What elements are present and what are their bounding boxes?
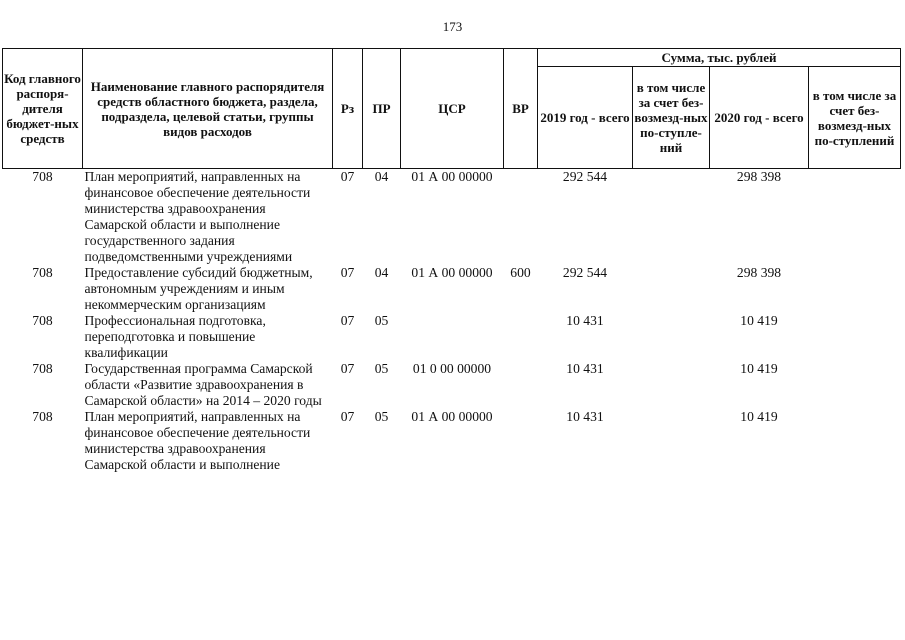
cell-2019-free — [633, 313, 710, 361]
header-sum-group: Сумма, тыс. рублей — [538, 49, 901, 67]
table-row — [3, 361, 901, 409]
cell-2020-free — [809, 169, 901, 266]
cell-vr — [504, 409, 538, 473]
cell-rz: 07 — [340, 313, 355, 328]
cell-pr: 05 — [374, 361, 389, 376]
cell-vr — [504, 313, 538, 361]
cell-rz: 07 — [340, 361, 355, 376]
cell-2019-free — [633, 361, 710, 409]
table-body — [3, 169, 901, 474]
header-2019-free: в том числе за счет без-возмезд-ных по-ступле-ний — [633, 67, 710, 169]
cell-pr: 05 — [374, 313, 389, 328]
cell-2020-total: 298 398 — [736, 169, 782, 184]
cell-name: Предоставление субсидий бюджетным, автономным учреждениям и иным некоммерческим организациям — [84, 265, 313, 312]
cell-rz: 07 — [340, 169, 355, 184]
cell-pr: 04 — [374, 169, 389, 184]
header-2019-total: 2019 год - всего — [538, 67, 633, 169]
page-number: 173 — [442, 19, 463, 34]
cell-2019-total: 10 431 — [566, 409, 604, 424]
cell-2020-free — [809, 313, 901, 361]
cell-name: План мероприятий, направленных на финансовое обеспечение деятельности министерства здравоохранения Самарской области и выполнение — [84, 409, 311, 472]
cell-vr — [504, 361, 538, 409]
header-code: Код главного распоря-дителя бюджет-ных средств — [3, 49, 83, 169]
cell-pr: 05 — [374, 409, 389, 424]
header-vr: ВР — [504, 49, 538, 169]
cell-code: 708 — [32, 409, 53, 424]
cell-2019-free — [633, 169, 710, 266]
header-rz: Рз — [333, 49, 363, 169]
cell-name: Государственная программа Самарской области «Развитие здравоохранения в Самарской области» на 2014 – 2020 годы — [84, 361, 322, 408]
table-row — [3, 409, 901, 473]
cell-code: 708 — [32, 361, 53, 376]
cell-vr — [504, 169, 538, 266]
cell-2020-total: 298 398 — [736, 265, 782, 280]
cell-2019-free — [633, 409, 710, 473]
cell-vr: 600 — [510, 265, 531, 280]
cell-2020-total: 10 419 — [740, 409, 778, 424]
header-csr: ЦСР — [401, 49, 504, 169]
cell-name: Профессиональная подготовка, переподготовка и повышение квалификации — [84, 313, 266, 360]
cell-csr: 01 А 00 00000 — [411, 265, 493, 280]
cell-2019-total: 10 431 — [566, 361, 604, 376]
cell-csr — [401, 313, 504, 361]
cell-2019-total: 10 431 — [566, 313, 604, 328]
header-2020-free: в том числе за счет без-возмезд-ных по-ступлений — [809, 67, 901, 169]
cell-2020-free — [809, 409, 901, 473]
table-row — [3, 313, 901, 361]
cell-name: План мероприятий, направленных на финансовое обеспечение деятельности министерства здравоохранения Самарской области и выполнение государственного задания подведомственными учреждениями — [84, 169, 311, 264]
table-header — [3, 49, 901, 169]
cell-2020-total: 10 419 — [740, 313, 778, 328]
cell-code: 708 — [32, 313, 53, 328]
table-row — [3, 265, 901, 313]
cell-pr: 04 — [374, 265, 389, 280]
budget-table — [2, 48, 901, 473]
cell-2019-total: 292 544 — [562, 265, 608, 280]
table-row — [3, 169, 901, 266]
cell-2020-total: 10 419 — [740, 361, 778, 376]
header-2020-total: 2020 год - всего — [710, 67, 809, 169]
cell-rz: 07 — [340, 409, 355, 424]
cell-2019-total: 292 544 — [562, 169, 608, 184]
cell-code: 708 — [32, 169, 53, 184]
header-name: Наименование главного распорядителя средств областного бюджета, раздела, подраздела, целевой статьи, группы видов расходов — [83, 49, 333, 169]
cell-rz: 07 — [340, 265, 355, 280]
cell-csr: 01 0 00 00000 — [412, 361, 492, 376]
cell-csr: 01 А 00 00000 — [411, 169, 493, 184]
cell-2020-free — [809, 361, 901, 409]
cell-csr: 01 А 00 00000 — [411, 409, 493, 424]
cell-2019-free — [633, 265, 710, 313]
header-pr: ПР — [363, 49, 401, 169]
cell-2020-free — [809, 265, 901, 313]
cell-code: 708 — [32, 265, 53, 280]
